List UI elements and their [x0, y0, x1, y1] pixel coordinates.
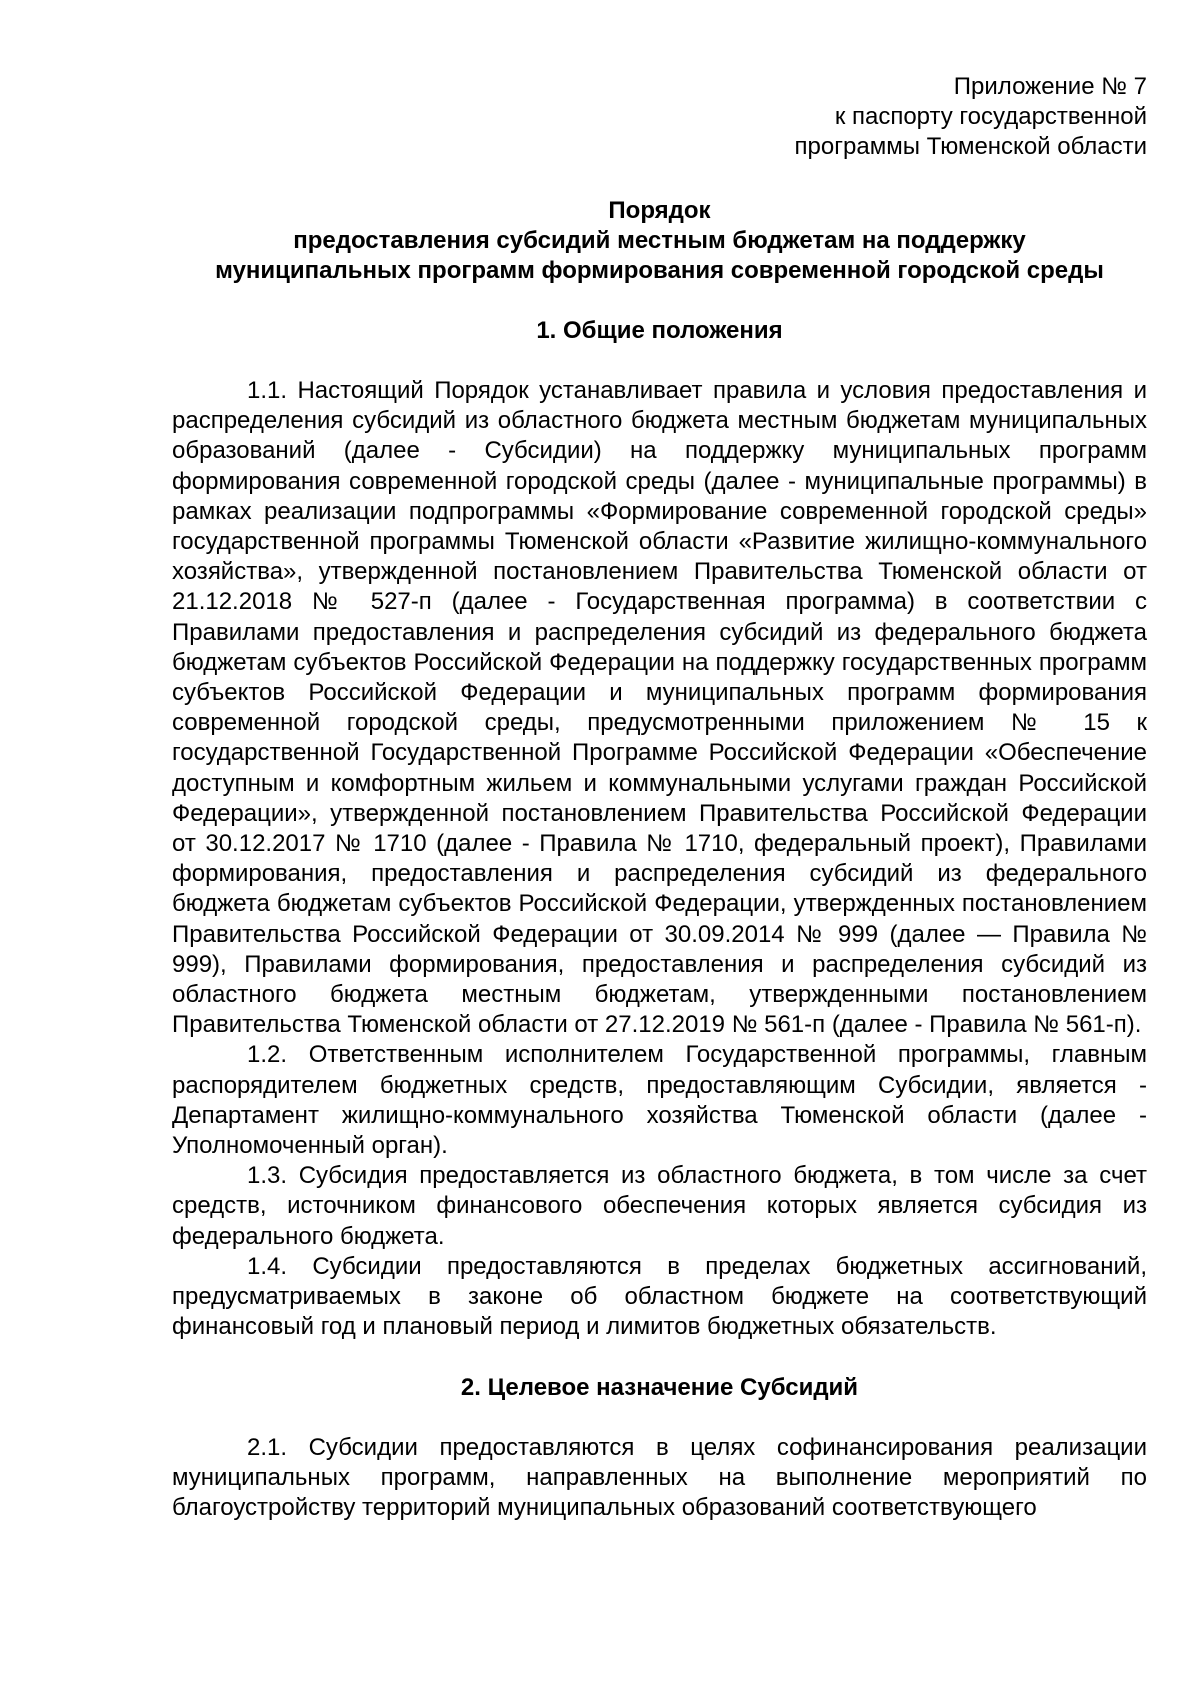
title-line-1: Порядок	[608, 197, 711, 224]
title-line-2: предоставления субсидий местным бюджетам на поддержку	[293, 227, 1026, 254]
paragraph-1-1: 1.1. Настоящий Порядок устанавливает правила и условия предоставления и распределения субсидий из областного бюджета местным бюджетам муниципальных образований (далее - Субсидии) на поддержку муниципальных программ формирования современной городской среды (далее - муниципальные программы) в рамках реализации подпрограммы «Формирование современной городской среды» государственной программы Тюменской области «Развитие жилищно-коммунального хозяйства», утвержденной постановлением Правительства Тюменской области от 21.12.2018 № 527-п (далее - Государственная программа) в соответствии с Правилами предоставления и распределения субсидий из федерального бюджета бюджетам субъектов Российской Федерации на поддержку государственных программ субъектов Российской Федерации и муниципальных программ формирования современной городской среды, предусмотренными приложением № 15 к государственной Государственной Программе Российской Федерации «Обеспечение доступным и комфортным жильем и коммунальными услугами граждан Российской Федерации», утвержденной постановлением Правительства Российской Федерации от 30.12.2017 № 1710 (далее - Правила № 1710, федеральный проект), Правилами формирования, предоставления и распределения субсидий из федерального бюджета бюджетам субъектов Российской Федерации, утвержденных постановлением Правительства Российской Федерации от 30.09.2014 № 999 (далее — Правила № 999), Правилами формирования, предоставления и распределения субсидий из областного бюджета местным бюджетам, утвержденными постановлением Правительства Тюменской области от 27.12.2019 № 561-п (далее - Правила № 561-п).	[172, 377, 1147, 1039]
section-1-heading: 1. Общие положения	[536, 317, 783, 344]
appendix-header	[172, 72, 1147, 162]
appendix-line-2: к паспорту государственной	[834, 103, 1147, 130]
appendix-line-1: Приложение № 7	[953, 73, 1147, 100]
document-page	[172, 72, 1147, 1523]
paragraph-1-2: 1.2. Ответственным исполнителем Государственной программы, главным распорядителем бюджетных средств, предоставляющим Субсидии, является - Департамент жилищно-коммунального хозяйства Тюменской области (далее - Уполномоченный орган).	[172, 1041, 1147, 1160]
document-title	[172, 196, 1147, 286]
title-line-3: муниципальных программ формирования современной городской среды	[215, 257, 1104, 284]
paragraph-1-4: 1.4. Субсидии предоставляются в пределах бюджетных ассигнований, предусматриваемых в законе об областном бюджете на соответствующий финансовый год и плановый период и лимитов бюджетных обязательств.	[172, 1252, 1147, 1341]
appendix-line-3: программы Тюменской области	[794, 133, 1147, 160]
paragraph-1-3: 1.3. Субсидия предоставляется из областного бюджета, в том числе за счет средств, источником финансового обеспечения которых является субсидия из федерального бюджета.	[172, 1162, 1147, 1250]
paragraph-2-1: 2.1. Субсидии предоставляются в целях софинансирования реализации муниципальных программ, направленных на выполнение мероприятий по благоустройству территорий муниципальных образований соответствующего	[172, 1433, 1147, 1521]
section-2-heading: 2. Целевое назначение Субсидий	[460, 1373, 859, 1401]
